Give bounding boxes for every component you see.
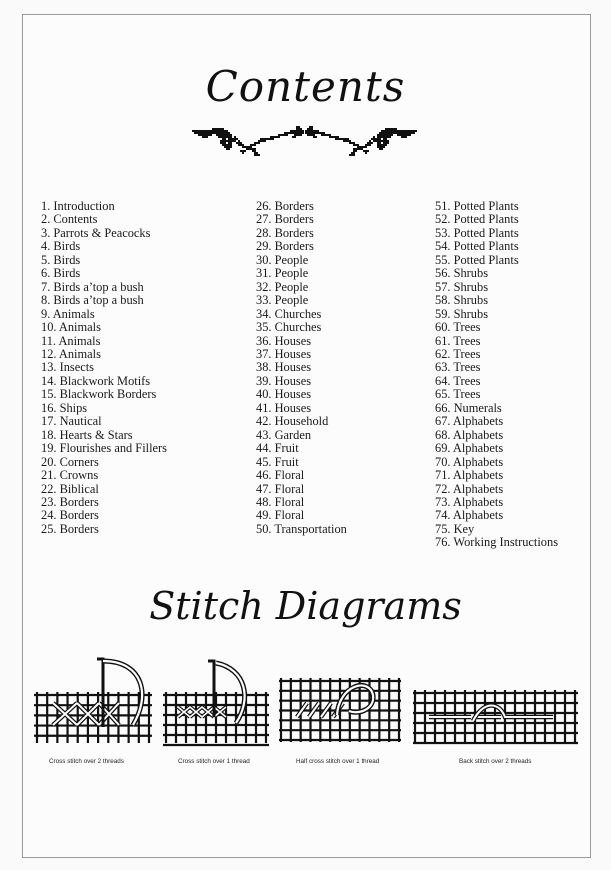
contents-item: 19. Flourishes and Fillers — [41, 441, 167, 456]
contents-item: 72. Alphabets — [435, 481, 504, 496]
contents-item: 70. Alphabets — [435, 454, 504, 469]
caption-cross-stitch-2: Cross stitch over 2 threads — [49, 758, 124, 765]
contents-item: 49. Floral — [256, 508, 305, 523]
contents-item: 42. Household — [256, 414, 329, 429]
contents-item: 64. Trees — [435, 373, 481, 388]
contents-item: 50. Transportation — [256, 521, 347, 536]
contents-item: 31. People — [256, 266, 309, 281]
contents-item: 54. Potted Plants — [435, 239, 519, 254]
cross-stitch-2-diagram — [33, 655, 153, 750]
contents-item: 76. Working Instructions — [435, 535, 559, 550]
contents-item: 9. Animals — [41, 306, 95, 321]
contents-item: 75. Key — [435, 521, 475, 536]
cross-stitch-1-diagram — [162, 655, 272, 750]
contents-item: 1. Introduction — [41, 199, 115, 213]
contents-item: 8. Birds a’top a bush — [41, 293, 144, 308]
contents-item: 21. Crowns — [41, 468, 99, 483]
contents-item: 37. Houses — [256, 346, 312, 361]
cross-stitch-ornament — [192, 116, 418, 166]
contents-item: 46. Floral — [256, 468, 305, 483]
contents-item: 10. Animals — [41, 320, 101, 335]
contents-item: 7. Birds a’top a bush — [41, 279, 144, 294]
contents-item: 35. Churches — [256, 320, 322, 335]
contents-item: 5. Birds — [41, 252, 81, 267]
contents-column-1 — [41, 200, 167, 536]
contents-item: 2. Contents — [41, 212, 98, 227]
contents-column-2 — [256, 200, 347, 536]
contents-item: 52. Potted Plants — [435, 212, 519, 227]
contents-item: 68. Alphabets — [435, 427, 504, 442]
contents-item: 39. Houses — [256, 373, 312, 388]
contents-item: 12. Animals — [41, 346, 101, 361]
contents-item: 51. Potted Plants — [435, 199, 519, 213]
contents-item: 20. Corners — [41, 454, 99, 469]
contents-item: 18. Hearts & Stars — [41, 427, 133, 442]
contents-item: 15. Blackwork Borders — [41, 387, 157, 402]
contents-item: 47. Floral — [256, 481, 305, 496]
contents-item: 24. Borders — [41, 508, 99, 523]
contents-item: 62. Trees — [435, 346, 481, 361]
contents-item: 74. Alphabets — [435, 508, 504, 523]
contents-item: 38. Houses — [256, 360, 312, 375]
caption-cross-stitch-1: Cross stitch over 1 thread — [178, 758, 250, 765]
contents-item: 26. Borders — [256, 199, 314, 213]
contents-item: 25. Borders — [41, 521, 99, 536]
section-subtitle: Stitch Diagrams — [149, 584, 462, 628]
contents-item: 57. Shrubs — [435, 279, 489, 294]
contents-item: 41. Houses — [256, 400, 312, 415]
contents-item: 13. Insects — [41, 360, 94, 375]
contents-item: 40. Houses — [256, 387, 312, 402]
contents-item: 55. Potted Plants — [435, 252, 519, 267]
contents-item: 17. Nautical — [41, 414, 102, 429]
contents-item: 53. Potted Plants — [435, 225, 519, 240]
contents-item: 43. Garden — [256, 427, 312, 442]
caption-back-stitch: Back stitch over 2 threads — [459, 758, 532, 765]
contents-item: 22. Biblical — [41, 481, 99, 496]
contents-item: 45. Fruit — [256, 454, 299, 469]
contents-item: 73. Alphabets — [435, 494, 504, 509]
contents-item: 60. Trees — [435, 320, 481, 335]
contents-item: 71. Alphabets — [435, 468, 504, 483]
contents-column-3 — [435, 200, 558, 550]
contents-item: 16. Ships — [41, 400, 88, 415]
contents-item: 33. People — [256, 293, 309, 308]
caption-half-cross-stitch: Half cross stitch over 1 thread — [296, 758, 380, 765]
contents-item: 11. Animals — [41, 333, 101, 348]
contents-item: 36. Houses — [256, 333, 312, 348]
contents-item: 30. People — [256, 252, 309, 267]
contents-item: 66. Numerals — [435, 400, 502, 415]
contents-item: 29. Borders — [256, 239, 314, 254]
contents-item: 56. Shrubs — [435, 266, 489, 281]
contents-item: 23. Borders — [41, 494, 99, 509]
back-stitch-diagram — [413, 655, 579, 750]
contents-item: 6. Birds — [41, 266, 81, 281]
contents-item: 48. Floral — [256, 494, 305, 509]
contents-item: 28. Borders — [256, 225, 314, 240]
contents-item: 61. Trees — [435, 333, 481, 348]
contents-item: 59. Shrubs — [435, 306, 489, 321]
contents-item: 34. Churches — [256, 306, 322, 321]
contents-item: 69. Alphabets — [435, 441, 504, 456]
contents-item: 14. Blackwork Motifs — [41, 373, 151, 388]
contents-item: 3. Parrots & Peacocks — [41, 225, 151, 240]
half-cross-stitch-diagram — [279, 655, 401, 750]
contents-item: 27. Borders — [256, 212, 314, 227]
contents-item: 32. People — [256, 279, 309, 294]
contents-item: 65. Trees — [435, 387, 481, 402]
contents-item: 44. Fruit — [256, 441, 299, 456]
contents-item: 63. Trees — [435, 360, 481, 375]
contents-item: 67. Alphabets — [435, 414, 504, 429]
contents-item: 4. Birds — [41, 239, 81, 254]
page-title: Contents — [205, 62, 406, 111]
contents-item: 58. Shrubs — [435, 293, 489, 308]
